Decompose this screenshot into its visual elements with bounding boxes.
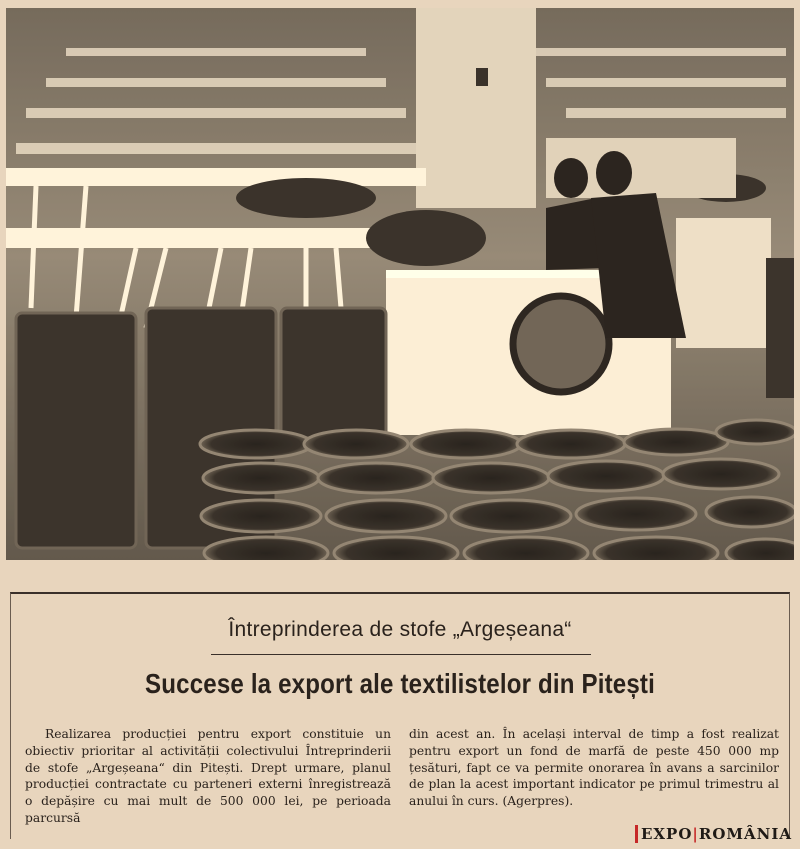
watermark-logo: EXPO|ROMÂNIA <box>635 825 792 843</box>
article-column-left: Realizarea producției pentru export constituie un obiectiv prioritar al activității colectivului Întreprinderii de stofe „Argeșeana“ din Pitești. Drept urmare, planul producției contractate cu parteneri externi înregistrează o depășire cu mai mult de 500 000 lei, pe perioada parcursă <box>25 727 391 825</box>
factory-photo-illustration <box>6 8 794 560</box>
article-kicker: Întreprinderea de stofe „Argeșeana“ <box>228 618 572 641</box>
article-column-right: din acest an. În același interval de timp a fost realizat pentru export un fond de marfă de peste 450 000 mp țesături, fapt ce va permite onorarea în avans a sarcinilor de plan la acest important indicator pe primul trimestru al anului în curs. (Agerpres). <box>409 727 779 809</box>
kicker-divider <box>211 654 591 655</box>
factory-photo <box>6 8 794 560</box>
article-headline: Succese la export ale textilistelor din Pitești <box>145 668 655 699</box>
watermark-part1: EXPO <box>640 825 693 843</box>
article-box <box>10 592 790 839</box>
watermark-part2: ROMÂNIA <box>698 825 792 843</box>
